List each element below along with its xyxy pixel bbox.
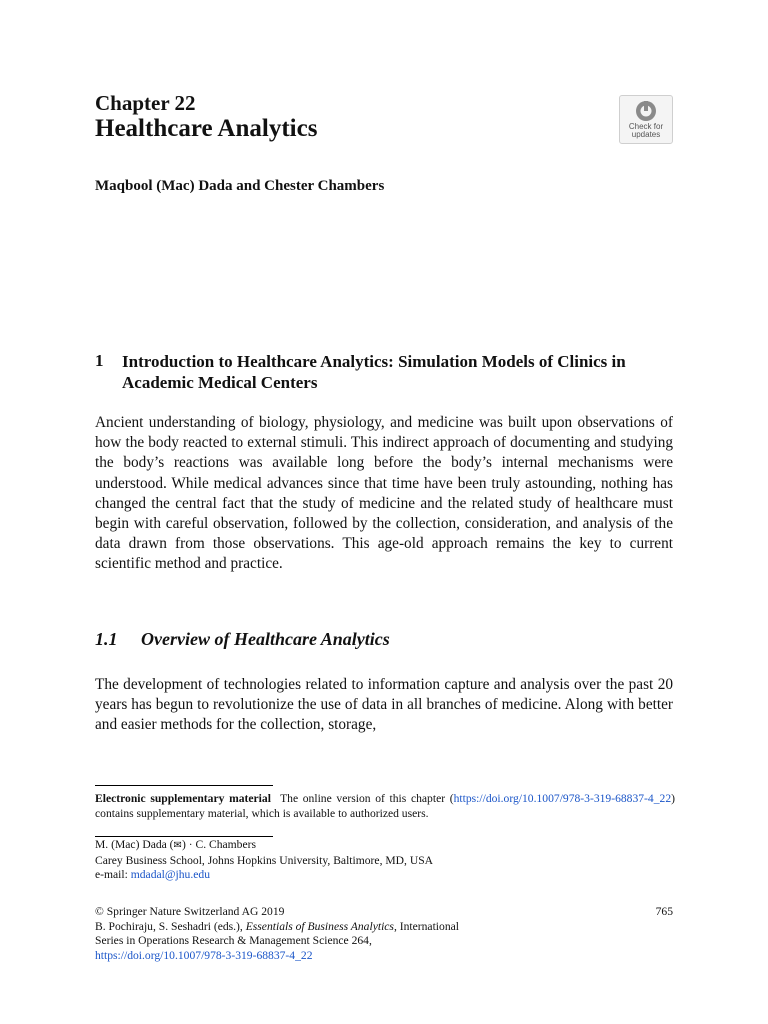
author-footnote [95,838,675,883]
page-number: 765 [655,905,673,918]
footnote-divider [95,785,273,786]
author-divider [95,836,273,837]
citation-line [95,920,675,935]
check-for-updates-badge[interactable] [619,95,673,144]
check-for-updates-icon [633,99,659,123]
copyright-line: © Springer Nature Switzerland AG 2019 [95,905,285,918]
badge-text-line1: Check for [628,122,664,131]
copyright-block [95,905,675,963]
chapter-title: Healthcare Analytics [95,115,318,142]
email-line [95,868,675,883]
author-names: Maqbool (Mac) Dada and Chester Chambers [95,178,385,194]
citation-editors: B. Pochiraju, S. Seshadri (eds.), [95,919,246,933]
subsection-number: 1.1 [95,629,118,649]
author-line-a: M. (Mac) Dada ( [95,838,174,851]
subsection-title: Overview of Healthcare Analytics [141,629,390,649]
esm-label: Electronic supplementary material [95,792,271,805]
section-number: 1 [95,351,104,370]
envelope-icon[interactable]: ✉ [173,840,182,851]
affiliation: Carey Business School, Johns Hopkins University, Baltimore, MD, USA [95,853,434,867]
esm-doi-link[interactable]: https://doi.org/10.1007/978-3-319-68837-4_22 [453,792,672,805]
section-title: Introduction to Healthcare Analytics: Simulation Models of Clinics in Academic Medical Centers [122,352,626,392]
series-line: Series in Operations Research & Management Science 264, [95,934,372,947]
esm-footnote [95,792,675,821]
citation-post: , International [393,919,459,933]
book-title: Essentials of Business Analytics [245,919,394,933]
corresponding-author-line [95,838,675,854]
subsection-paragraph: The development of technologies related to information capture and analysis over the past 20 years has begun to revolutionize the use of data in all branches of medicine. Along with better and easier methods for the collection, storage, [95,676,673,734]
chapter-label: Chapter 22 [95,91,196,115]
chapter-doi-link[interactable]: https://doi.org/10.1007/978-3-319-68837-4_22 [95,948,313,962]
badge-text-line2: updates [631,130,661,139]
esm-text-pre: The online version of this chapter ( [280,792,454,805]
section-paragraph: Ancient understanding of biology, physiology, and medicine was built upon observations of how the body reacted to external stimuli. This indirect approach of documenting and studying the body’s reactions was available long before the body’s internal mechanisms were understood. While medical advances since that time have been truly astounding, nothing has changed the central fact that the study of medicine and the related study of healthcare must begin with careful observation, followed by the collection, consideration, and analysis of the data drawn from those observations. This age-old approach remains the key to current scientific method and practice. [95,414,673,573]
esm-text-post: ) contains supplementary material, which is available to authorized users. [95,792,675,820]
email-label: e-mail: [95,868,131,881]
email-link[interactable]: mdadal@jhu.edu [130,868,210,881]
author-line-b: ) · C. Chambers [181,838,256,851]
